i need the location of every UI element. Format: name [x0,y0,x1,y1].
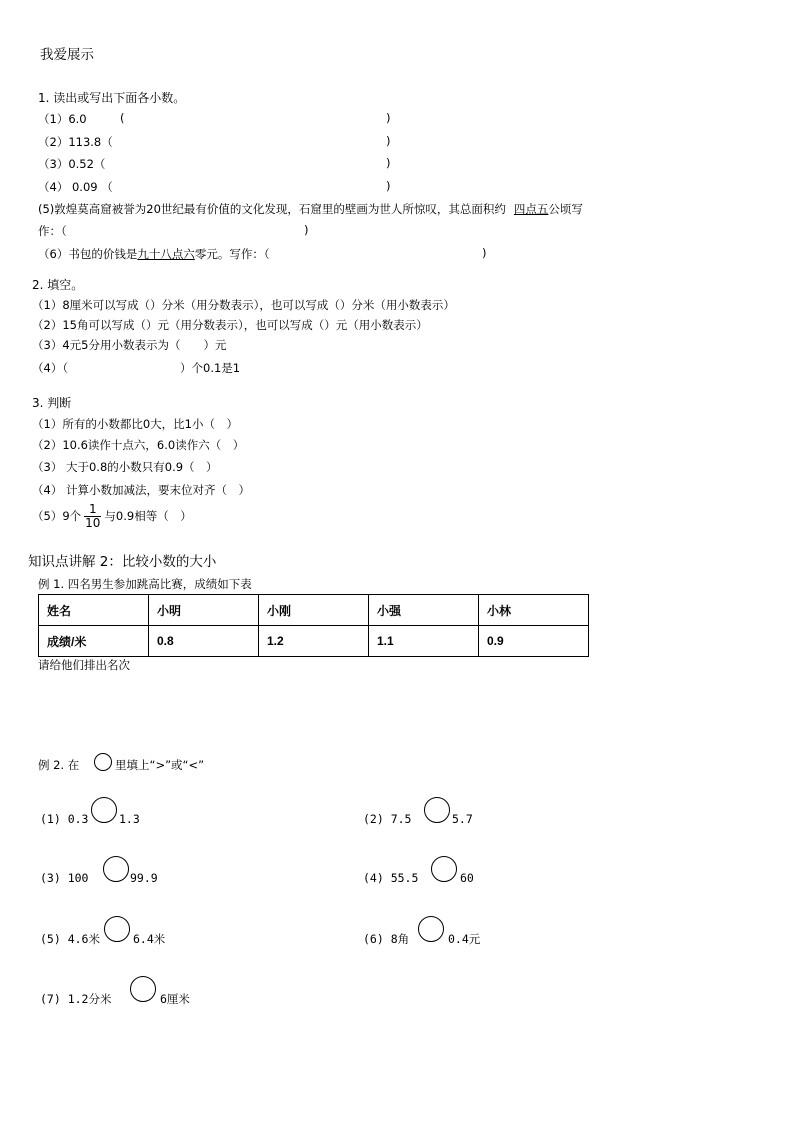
page-heading: 我爱展示 [40,47,94,63]
table-header-row [39,595,589,626]
table-cell: 1.1 [369,626,479,657]
q1-item-5-text-b: 公顷写 [548,202,583,216]
fraction-numerator: 1 [84,503,101,517]
compare-4-left: (4) 55.5 [363,871,419,885]
q1-item-4-close: ) [386,179,391,193]
q2-item-1: （1）8厘米可以写成（）分米（用分数表示），也可以写成（）分米（用小数表示） [32,298,455,312]
q3-item-1: （1）所有的小数都比0大，比1小（ ） [32,417,238,431]
compare-6-right: 0.4元 [448,932,481,946]
q1-item-6-close: ) [482,246,487,260]
q1-item-3: （3）0.52（ [38,157,106,171]
example-1-note: 请给他们排出名次 [38,658,130,672]
question-1-title: 1. 读出或写出下面各小数。 [38,91,186,105]
q1-item-2-close: ) [386,134,391,148]
table-row [39,626,589,657]
q1-item-6-text-a: （6）书包的价钱是 [38,247,138,261]
example-1-title: 例 1. 四名男生参加跳高比赛，成绩如下表 [38,577,252,591]
q2-item-3: （3）4元5分用小数表示为（ ）元 [32,338,227,352]
q2-item-2: （2）15角可以写成（）元（用分数表示），也可以写成（）元（用小数表示） [32,318,428,332]
q1-item-6-text-b: 零元。写作：（ [194,247,270,261]
q1-item-5-line2: 作：（ [38,224,67,238]
q1-item-1 [38,111,87,127]
q3-item-3: （3） 大于0.8的小数只有0.9（ ） [32,460,218,474]
circle-icon [94,753,112,771]
compare-circle-blank[interactable] [431,856,457,882]
q3-item-5-text-b: 与0.9相等（ ） [104,509,192,523]
q1-item-1-close: ) [386,111,391,125]
table-cell: 0.8 [149,626,259,657]
q3-item-5 [32,503,192,530]
compare-3-left: (3) 100 [40,871,89,885]
fraction-denominator: 10 [85,516,101,530]
question-2-title: 2. 填空。 [32,278,84,292]
section-2-title: 知识点讲解 2：比较小数的大小 [28,554,217,570]
table-cell: 姓名 [39,595,149,626]
q3-item-5-text-a: （5）9个 [32,509,82,523]
q3-item-2: （2）10.6读作十点六，6.0读作六（ ） [32,438,245,452]
question-3-title: 3. 判断 [32,396,72,410]
compare-circle-blank[interactable] [418,916,444,942]
table-cell: 0.9 [479,626,589,657]
compare-1-left: (1) 0.3 [40,812,89,826]
q1-item-5-underlined: 四点五 [513,202,549,216]
q1-item-1-label: （1）6.0 [38,112,87,126]
q1-item-5-text-a: (5)敦煌莫高窟被誉为20世纪最有价值的文化发现，石窟里的壁画为世人所惊叹，其总面积约 [38,202,506,216]
q2-item-4-a: （4）（ [32,361,69,375]
q1-item-5-close: ) [304,223,309,237]
q1-item-6 [38,246,270,262]
table-cell: 小强 [369,595,479,626]
height-jump-score-table [38,594,589,657]
compare-3-right: 99.9 [130,871,158,885]
compare-2-right: 5.7 [452,812,473,826]
example-2-title-a: 例 2. 在 [38,758,80,772]
table-cell: 小明 [149,595,259,626]
compare-circle-blank[interactable] [130,976,156,1002]
q3-item-4: （4） 计算小数加减法，要末位对齐（ ） [32,483,250,497]
q2-item-4-b: ）个0.1是1 [180,361,241,375]
compare-5-right: 6.4米 [133,932,166,946]
q1-item-4: （4） 0.09 （ [38,180,113,194]
compare-circle-blank[interactable] [424,797,450,823]
compare-7-left: (7) 1.2分米 [40,992,112,1006]
compare-5-left: (5) 4.6米 [40,932,100,946]
compare-circle-blank[interactable] [104,916,130,942]
compare-7-right: 6厘米 [160,992,190,1006]
table-cell: 小刚 [259,595,369,626]
table-cell: 1.2 [259,626,369,657]
table-cell: 小林 [479,595,589,626]
compare-circle-blank[interactable] [103,856,129,882]
q1-item-6-underlined: 九十八点六 [137,247,195,261]
compare-4-right: 60 [460,871,474,885]
q1-item-2: （2）113.8（ [38,135,113,149]
compare-2-left: (2) 7.5 [363,812,412,826]
compare-1-right: 1.3 [119,812,140,826]
table-cell: 成绩/米 [39,626,149,657]
q1-item-5 [38,201,583,217]
fraction-one-tenth [84,503,101,530]
q1-item-1-open: ( [120,111,125,125]
example-2-title-b: 里填上“>”或“<” [115,758,205,772]
compare-6-left: (6) 8角 [363,932,410,946]
compare-circle-blank[interactable] [91,797,117,823]
q1-item-3-close: ) [386,156,391,170]
